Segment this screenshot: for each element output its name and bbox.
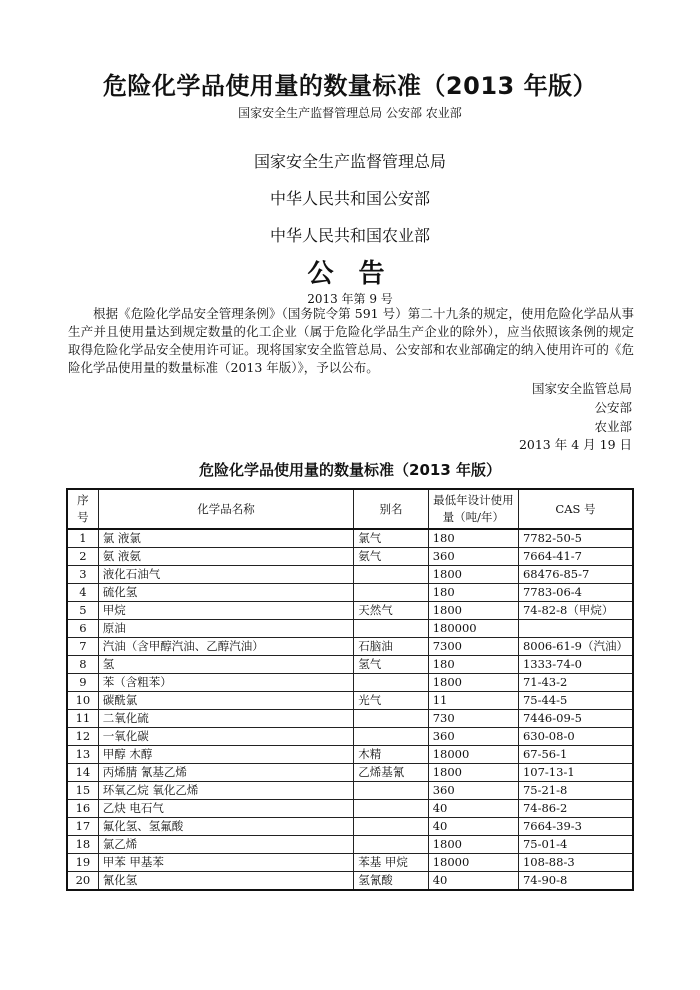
cell-name: 汽油（含甲醇汽油、乙醇汽油） <box>98 638 353 656</box>
cell-amount: 360 <box>428 782 518 800</box>
cell-name: 甲烷 <box>98 602 353 620</box>
cell-name: 氰化氢 <box>98 872 353 891</box>
document-title: 危险化学品使用量的数量标准（2013 年版） <box>102 72 598 100</box>
cell-cas: 75-01-4 <box>518 836 633 854</box>
cell-cas: 7783-06-4 <box>518 584 633 602</box>
cell-amount: 11 <box>428 692 518 710</box>
table-row <box>67 620 633 638</box>
cell-alias <box>354 566 428 584</box>
cell-name: 甲醇 木醇 <box>98 746 353 764</box>
table-row <box>67 529 633 548</box>
cell-amount: 360 <box>428 548 518 566</box>
cell-alias: 光气 <box>354 692 428 710</box>
table-row <box>67 584 633 602</box>
cell-alias: 木精 <box>354 746 428 764</box>
cell-alias: 氯气 <box>354 529 428 548</box>
document-subtitle: 国家安全生产监督管理总局 公安部 农业部 <box>238 106 462 120</box>
cell-alias <box>354 728 428 746</box>
issuer-line: 中华人民共和国公安部 <box>269 189 430 208</box>
signature-line: 公安部 <box>594 400 632 415</box>
table-row <box>67 800 633 818</box>
cell-cas: 74-82-8（甲烷） <box>518 602 633 620</box>
table-row <box>67 602 633 620</box>
table-row <box>67 854 633 872</box>
cell-amount: 180 <box>428 584 518 602</box>
cell-amount: 730 <box>428 710 518 728</box>
cell-cas: 7782-50-5 <box>518 529 633 548</box>
cell-alias <box>354 584 428 602</box>
cell-name: 碳酰氯 <box>98 692 353 710</box>
table-row <box>67 638 633 656</box>
cell-amount: 1800 <box>428 674 518 692</box>
notice-date: 2013 年 4 月 19 日 <box>518 437 632 452</box>
cell-cas <box>518 620 633 638</box>
cell-cas: 74-86-2 <box>518 800 633 818</box>
cell-amount: 18000 <box>428 746 518 764</box>
notice-title: 公 告 <box>307 259 393 289</box>
cell-cas: 1333-74-0 <box>518 656 633 674</box>
cell-name: 氟化氢、氢氟酸 <box>98 818 353 836</box>
cell-amount: 40 <box>428 872 518 891</box>
cell-amount: 1800 <box>428 836 518 854</box>
issuer-line: 国家安全生产监督管理总局 <box>253 152 446 171</box>
table-header-row <box>67 489 633 529</box>
cell-no: 1 <box>67 529 98 548</box>
header-amount: 最低年设计使用量（吨/年） <box>428 489 518 529</box>
cell-amount: 7300 <box>428 638 518 656</box>
header-alias: 别名 <box>354 489 428 529</box>
table-row <box>67 710 633 728</box>
cell-alias: 乙烯基氰 <box>354 764 428 782</box>
cell-amount: 40 <box>428 800 518 818</box>
cell-no: 20 <box>67 872 98 891</box>
signature-line: 国家安全监管总局 <box>531 381 632 396</box>
table-row <box>67 692 633 710</box>
table-row <box>67 656 633 674</box>
cell-cas: 74-90-8 <box>518 872 633 891</box>
cell-name: 氢 <box>98 656 353 674</box>
table-title: 危险化学品使用量的数量标准（2013 年版） <box>199 461 501 479</box>
chemical-table <box>66 488 634 891</box>
cell-no: 8 <box>67 656 98 674</box>
cell-no: 16 <box>67 800 98 818</box>
cell-name: 乙炔 电石气 <box>98 800 353 818</box>
cell-amount: 360 <box>428 728 518 746</box>
cell-alias: 氢气 <box>354 656 428 674</box>
cell-amount: 1800 <box>428 602 518 620</box>
cell-amount: 180 <box>428 656 518 674</box>
cell-cas: 7664-41-7 <box>518 548 633 566</box>
cell-amount: 180 <box>428 529 518 548</box>
cell-no: 3 <box>67 566 98 584</box>
cell-no: 15 <box>67 782 98 800</box>
cell-amount: 18000 <box>428 854 518 872</box>
cell-cas: 107-13-1 <box>518 764 633 782</box>
cell-cas: 67-56-1 <box>518 746 633 764</box>
cell-no: 7 <box>67 638 98 656</box>
table-row <box>67 764 633 782</box>
cell-cas: 7446-09-5 <box>518 710 633 728</box>
table-row <box>67 728 633 746</box>
table-row <box>67 836 633 854</box>
cell-alias <box>354 710 428 728</box>
cell-name: 苯（含粗苯） <box>98 674 353 692</box>
cell-name: 原油 <box>98 620 353 638</box>
cell-alias <box>354 836 428 854</box>
cell-cas: 71-43-2 <box>518 674 633 692</box>
cell-alias: 氢氰酸 <box>354 872 428 891</box>
table-row <box>67 548 633 566</box>
cell-name: 氯乙烯 <box>98 836 353 854</box>
cell-name: 二氧化硫 <box>98 710 353 728</box>
cell-no: 17 <box>67 818 98 836</box>
cell-no: 2 <box>67 548 98 566</box>
cell-name: 氨 液氨 <box>98 548 353 566</box>
cell-alias <box>354 620 428 638</box>
cell-no: 12 <box>67 728 98 746</box>
table-row <box>67 782 633 800</box>
table-body <box>67 529 633 890</box>
cell-name: 环氧乙烷 氧化乙烯 <box>98 782 353 800</box>
cell-no: 10 <box>67 692 98 710</box>
cell-no: 13 <box>67 746 98 764</box>
cell-name: 硫化氢 <box>98 584 353 602</box>
header-no: 序号 <box>67 489 98 529</box>
cell-name: 一氧化碳 <box>98 728 353 746</box>
cell-no: 6 <box>67 620 98 638</box>
cell-alias: 氨气 <box>354 548 428 566</box>
cell-alias: 石脑油 <box>354 638 428 656</box>
table-row <box>67 566 633 584</box>
cell-cas: 8006-61-9（汽油） <box>518 638 633 656</box>
notice-number: 2013 年第 9 号 <box>307 292 393 306</box>
cell-alias: 天然气 <box>354 602 428 620</box>
table-row <box>67 746 633 764</box>
cell-no: 4 <box>67 584 98 602</box>
table-row <box>67 872 633 891</box>
cell-amount: 40 <box>428 818 518 836</box>
cell-no: 9 <box>67 674 98 692</box>
cell-no: 14 <box>67 764 98 782</box>
table-row <box>67 674 633 692</box>
cell-no: 5 <box>67 602 98 620</box>
cell-cas: 7664-39-3 <box>518 818 633 836</box>
cell-amount: 1800 <box>428 764 518 782</box>
header-name: 化学品名称 <box>98 489 353 529</box>
cell-name: 液化石油气 <box>98 566 353 584</box>
cell-cas: 75-44-5 <box>518 692 633 710</box>
cell-name: 氯 液氯 <box>98 529 353 548</box>
cell-amount: 1800 <box>428 566 518 584</box>
issuer-line: 中华人民共和国农业部 <box>269 226 430 245</box>
cell-alias <box>354 800 428 818</box>
cell-name: 丙烯腈 氰基乙烯 <box>98 764 353 782</box>
cell-amount: 180000 <box>428 620 518 638</box>
cell-alias <box>354 818 428 836</box>
notice-body: 根据《危险化学品安全管理条例》（国务院令第 591 号）第二十九条的规定，使用危险化学品从事生产并且使用量达到规定数量的化工企业（属于危险化学品生产企业的除外），应当依照该条例的规定取得危险化学品安全使用许可证。现将国家安全监管总局、公安部和农业部确定的纳入使用许可的《危险化学品使用量的数量标准（2013 年版）》，予以公布。 <box>68 306 634 375</box>
cell-cas: 630-08-0 <box>518 728 633 746</box>
table-row <box>67 818 633 836</box>
cell-cas: 75-21-8 <box>518 782 633 800</box>
cell-alias <box>354 674 428 692</box>
cell-no: 11 <box>67 710 98 728</box>
cell-no: 18 <box>67 836 98 854</box>
cell-cas: 68476-85-7 <box>518 566 633 584</box>
signature-line: 农业部 <box>594 419 632 434</box>
cell-no: 19 <box>67 854 98 872</box>
header-cas: CAS 号 <box>518 489 633 529</box>
cell-cas: 108-88-3 <box>518 854 633 872</box>
cell-alias <box>354 782 428 800</box>
cell-alias: 苯基 甲烷 <box>354 854 428 872</box>
cell-name: 甲苯 甲基苯 <box>98 854 353 872</box>
